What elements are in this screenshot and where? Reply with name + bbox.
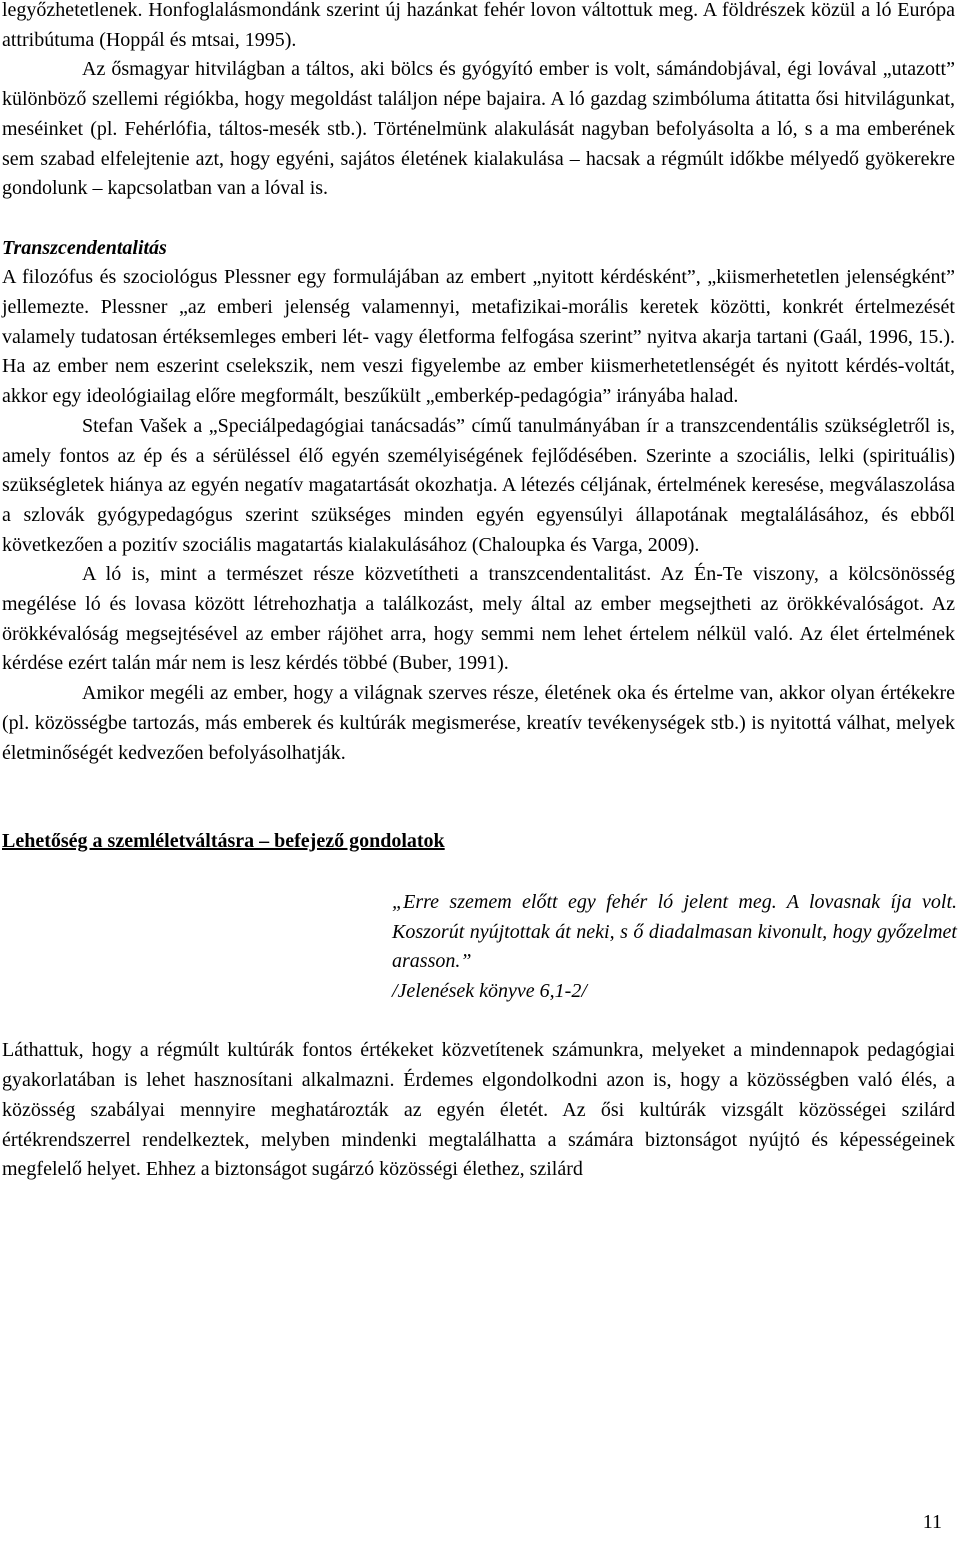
paragraph-vasek: Stefan Vašek a „Speciálpedagógiai tanácsadás” című tanulmányában ír a transzcendentális szükségletről is, amely fontos az ép és a sérüléssel élő egyén személyiségének fejlődésében. Szerinte a szociális, lelki (spirituális) szükségletek hiánya az egyén negatív magatartását okozhatja. A létezés céljának, értelmének keresése, megválaszolása a szlovák gyógypedagógus szerint szükséges minden egyén egyensúlyi állapotának megtalálásához, és ebből következően a pozitív szociális magatartás kialakulásához (Chaloupka és Varga, 2009). xyxy=(2,414,955,556)
page-number: 11 xyxy=(922,1511,942,1533)
text-column xyxy=(2,0,955,1185)
paragraph-plessner: A filozófus és szociológus Plessner egy formulájában az embert „nyitott kérdésként”, „kiismerhetetlen jelenségként” jellemezte. Plessner „az emberi jelenség valamennyi, metafizikai-morális keretek közötti, konkrét értelmezését valamely tudatosan értéksemleges emberi lét- vagy életforma felfogása szerint” nyitva akarja tartani (Gaál, 1996, 15.). Ha az ember nem eszerint cselekszik, nem veszi figyelembe az ember kiismerhetetlenségét és nyitott kérdés-voltát, akkor egy ideológiailag előre megformált, beszűkült „emberkép-pedagógia” irányába halad. xyxy=(2,266,955,408)
paragraph-ertekek: Amikor megéli az ember, hogy a világnak szerves része, életének oka és értelme van, akkor olyan értékekre (pl. közösségbe tartozás, más emberek és kultúrák megismerése, kreatív tevékenységek stb.) is nyitottá válhat, melyek életminőségét kedvezően befolyásolhatják. xyxy=(2,682,955,764)
paragraph-intro-continued: legyőzhetetlenek. Honfoglalásmondánk szerint új hazánkat fehér lovon váltottuk meg. A földrészek közül a ló Európa attribútuma (Hoppál és mtsai, 1995). xyxy=(2,0,955,51)
spacer xyxy=(2,1007,955,1037)
spacer xyxy=(2,204,955,234)
bible-quote-source: /Jelenések könyve 6,1-2/ xyxy=(392,980,587,1003)
paragraph-en-te: A ló is, mint a természet része közvetítheti a transzcendentalitást. Az Én-Te viszony, a kölcsönösség megélése ló és lovasa között létrehozhatja a találkozást, mely által az ember megsejtheti az örökkévalóságot. Az örökkévalóság megsejtésével az ember rájöhet arra, hogy semmi nem lehet értelem nélkül való. Az élet értelmének kérdése ezért talán már nem is lesz kérdés többé (Buber, 1991). xyxy=(2,563,955,675)
paragraph-taltos: Az ősmagyar hitvilágban a táltos, aki bölcs és gyógyító ember is volt, sámándobjával, égi lovával „utazott” különböző szellemi régiókba, hogy megoldást találjon népe bajaira. A ló gazdag szimbóluma átitatta ősi hitvilágunkat, meséinket (pl. Fehérlófia, táltos-mesék stb.). Történelmünk alakulását nagyban befolyásolta a ló, s a ma emberének sem szabad elfelejtenie azt, hogy egyéni, sajátos életének kialakulása – hacsak a régmúlt időkbe mélyedő gyökerekre gondolunk – kapcsolatban van a lóval is. xyxy=(2,58,955,200)
heading-transzcendentalitas: Transzcendentalitás xyxy=(2,236,167,259)
paragraph-lathattuk: Láthattuk, hogy a régmúlt kultúrák fontos értékeket közvetítenek számunkra, melyeket a mindennapok pedagógiai gyakorlatában is lehet hasznosítani alkalmazni. Érdemes elgondolkodni azon is, hogy a közösségben való élés, a közösség szabályai mennyire meghatározták az egyén életét. Az ősi kultúrák vizsgált közösségei szilárd értékrendszerrel rendelkeztek, melyben mindenki megtalálhatta a számára biztonságot nyújtó és képességeinek megfelelő helyet. Ehhez a biztonságot sugárzó közösségi élethez, szilárd xyxy=(2,1039,955,1181)
spacer xyxy=(2,857,955,888)
bible-quote: „Erre szemem előtt egy fehér ló jelent meg. A lovasnak íja volt. Koszorút nyújtottak át neki, s ő diadalmasan kivonult, hogy győzelmet arasson.” xyxy=(392,890,957,973)
section-heading-befejezo: Lehetőség a szemléletváltásra – befejező gondolatok xyxy=(2,830,445,853)
spacer xyxy=(2,768,955,827)
